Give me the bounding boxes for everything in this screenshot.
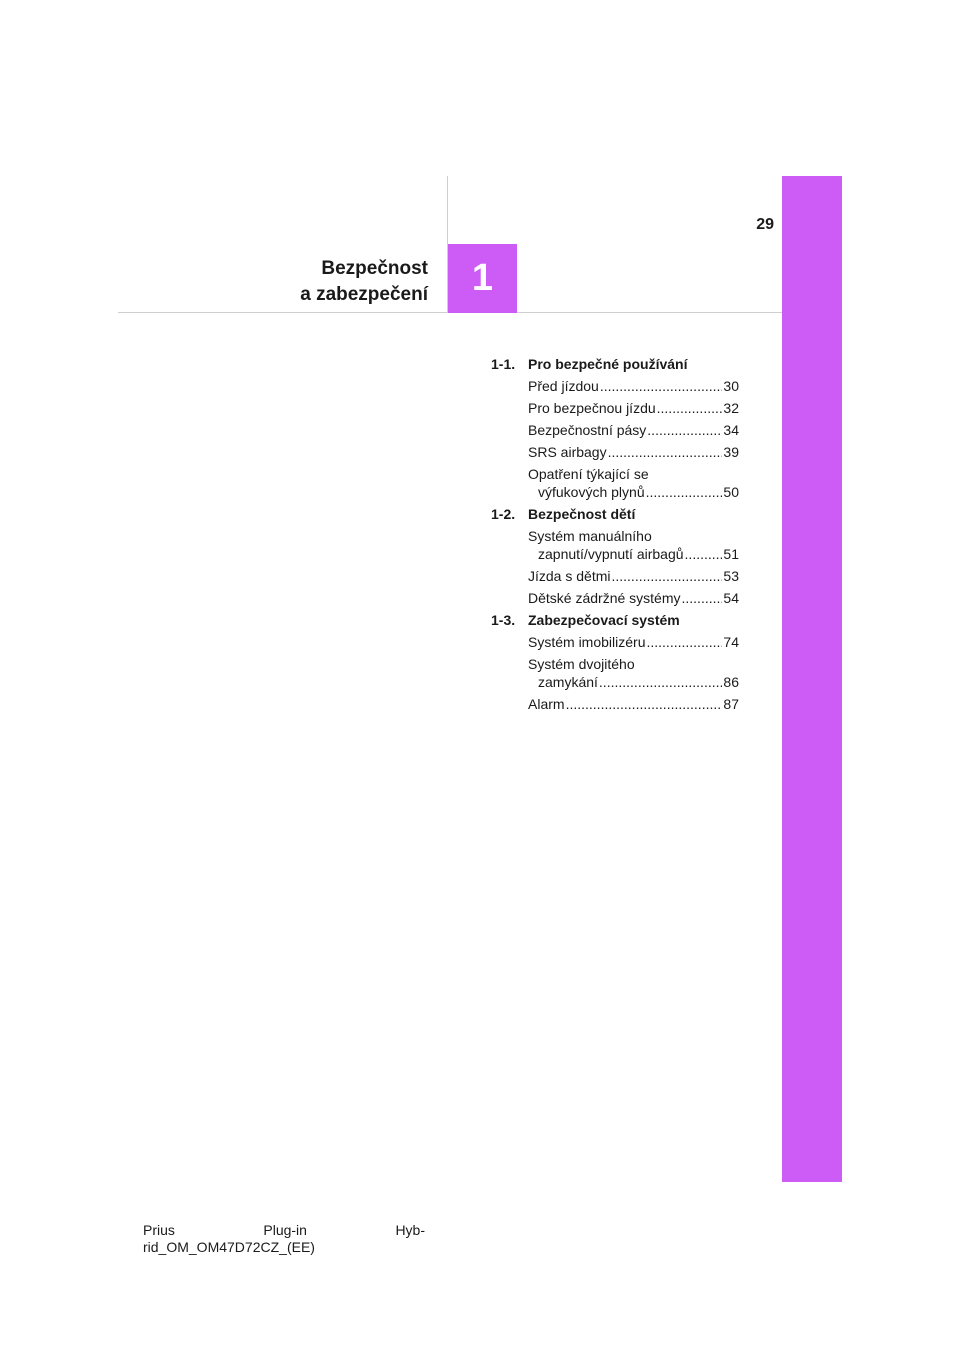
toc-entry-text: Před jízdou: [528, 378, 599, 394]
toc-section-heading: [491, 611, 739, 629]
toc-entry-text: Systém manuálního: [528, 528, 652, 544]
toc-section-number: 1-2.: [491, 506, 516, 522]
toc-entry-text: výfukových plynů: [538, 484, 645, 500]
toc-entry-line: [528, 567, 739, 585]
toc-entry-page: 74: [723, 634, 739, 650]
toc-leader-dots: [600, 377, 723, 395]
toc-leader-dots: [599, 673, 723, 691]
toc-section-number: 1-1.: [491, 356, 516, 372]
toc-leader-dots: [646, 483, 723, 501]
table-of-contents: [491, 355, 739, 717]
toc-entry[interactable]: [528, 377, 739, 395]
toc-entry-text: Bezpečnostní pásy: [528, 422, 647, 438]
toc-entry-page: 30: [723, 378, 739, 394]
toc-entry-line: [528, 377, 739, 395]
toc-section-heading: [491, 505, 739, 523]
toc-section-title: Pro bezpečné používání: [528, 356, 688, 372]
toc-entry-line: [528, 443, 739, 461]
toc-entry[interactable]: [528, 527, 739, 563]
toc-section-number: 1-3.: [491, 612, 516, 628]
toc-entry-text: zapnutí/vypnutí airbagů: [538, 546, 684, 562]
toc-section-heading: [491, 355, 739, 373]
toc-entry[interactable]: [528, 443, 739, 461]
toc-leader-dots: [657, 399, 723, 417]
toc-entry-page: 32: [723, 400, 739, 416]
toc-leader-dots: [608, 443, 723, 461]
toc-entry-line: [528, 421, 739, 439]
toc-entry-page: 51: [723, 546, 739, 562]
toc-section-title: Bezpečnost dětí: [528, 506, 636, 522]
toc-entry[interactable]: [528, 695, 739, 713]
toc-entry[interactable]: [528, 589, 739, 607]
chapter-side-tab: [782, 176, 842, 1182]
toc-entry[interactable]: [528, 633, 739, 651]
footer-word-3: Hyb-: [395, 1222, 425, 1238]
toc-entry-line: [528, 589, 739, 607]
toc-leader-dots: [647, 421, 722, 439]
toc-entry-text: Opatření týkající se: [528, 466, 649, 482]
toc-entry-text: Jízda s dětmi: [528, 568, 611, 584]
toc-entry-text: Pro bezpečnou jízdu: [528, 400, 656, 416]
toc-entry-page: 86: [723, 674, 739, 690]
footer-word-2: Plug-in: [263, 1222, 307, 1238]
toc-entry-text: zamykání: [538, 674, 598, 690]
footer: [143, 1222, 425, 1256]
toc-entry-page: 54: [723, 590, 739, 606]
toc-entry[interactable]: [528, 465, 739, 501]
chapter-number-box: [448, 244, 517, 313]
toc-entry-page: 39: [723, 444, 739, 460]
chapter-number: 1: [471, 257, 494, 299]
toc-entry-text: Systém dvojitého: [528, 656, 635, 672]
toc-entry-line: [528, 483, 739, 501]
toc-entry[interactable]: [528, 567, 739, 585]
toc-entry-page: 34: [723, 422, 739, 438]
chapter-title: [300, 256, 428, 308]
chapter-title-line1: Bezpečnost: [321, 258, 428, 279]
footer-word-1: Prius: [143, 1222, 175, 1238]
chapter-title-line2: a zabezpečení: [300, 284, 428, 305]
toc-entry[interactable]: [528, 399, 739, 417]
toc-entry-page: 87: [723, 696, 739, 712]
toc-entry-text: SRS airbagy: [528, 444, 607, 460]
footer-line-2: rid_OM_OM47D72CZ_(EE): [143, 1239, 315, 1255]
toc-leader-dots: [646, 633, 722, 651]
toc-section-title: Zabezpečovací systém: [528, 612, 680, 628]
toc-entry-page: 50: [723, 484, 739, 500]
toc-entry-line: [528, 695, 739, 713]
page-number: 29: [756, 216, 774, 233]
toc-entry-text: Systém imobilizéru: [528, 634, 646, 650]
toc-leader-dots: [566, 695, 723, 713]
toc-entry-line: [528, 633, 739, 651]
toc-entry-line: [528, 399, 739, 417]
toc-entry[interactable]: [528, 421, 739, 439]
toc-entry-page: 53: [723, 568, 739, 584]
toc-entry-line: [528, 673, 739, 691]
toc-entry-text: Alarm: [528, 696, 565, 712]
toc-leader-dots: [611, 567, 722, 585]
toc-leader-dots: [685, 545, 723, 563]
toc-entry-text: Dětské zádržné systémy: [528, 590, 681, 606]
toc-entry-line: [528, 545, 739, 563]
toc-leader-dots: [682, 589, 723, 607]
toc-entry[interactable]: [528, 655, 739, 691]
